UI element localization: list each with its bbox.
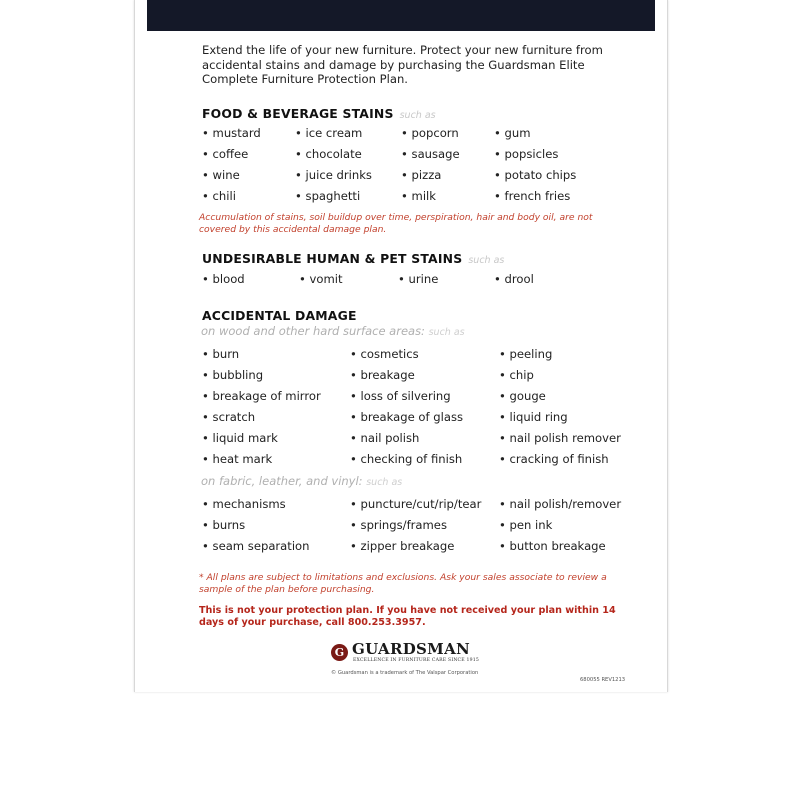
- disclaimer: * All plans are subject to limitations and exclusions. Ask your sales associate to review a sample of the plan before purchasing.: [199, 572, 607, 595]
- human-item: • drool: [494, 272, 534, 286]
- fabric-item: • mechanisms: [202, 497, 286, 511]
- food-item: • mustard: [202, 126, 261, 140]
- food-item: • potato chips: [494, 168, 577, 182]
- fabric-item: • seam separation: [202, 539, 310, 553]
- food-item: • gum: [494, 126, 531, 140]
- fabric-item: • burns: [202, 518, 246, 532]
- logo-tagline: EXCELLENCE IN FURNITURE CARE SINCE 1915: [353, 658, 479, 663]
- wood-item: • checking of finish: [350, 452, 463, 466]
- top-dark-band: [147, 0, 655, 31]
- wood-item: • breakage of mirror: [202, 389, 321, 403]
- fabric-such-as: such as: [366, 477, 403, 488]
- food-item: • juice drinks: [295, 168, 372, 182]
- food-item: • chili: [202, 189, 236, 203]
- wood-item: • loss of silvering: [350, 389, 451, 403]
- wood-item: • bubbling: [202, 368, 264, 382]
- wood-item: • heat mark: [202, 452, 273, 466]
- human-heading-text: UNDESIRABLE HUMAN & PET STAINS: [202, 251, 463, 266]
- damage-heading: ACCIDENTAL DAMAGE: [202, 308, 357, 323]
- fabric-item: • puncture/cut/rip/tear: [350, 497, 482, 511]
- human-item: • vomit: [299, 272, 343, 286]
- wood-item: • burn: [202, 347, 240, 361]
- wood-subheading-text: on wood and other hard surface areas:: [201, 324, 425, 338]
- food-item: • coffee: [202, 147, 249, 161]
- wood-item: • cosmetics: [350, 347, 419, 361]
- food-item: • french fries: [494, 189, 571, 203]
- food-item: • popcorn: [401, 126, 459, 140]
- food-item: • popsicles: [494, 147, 559, 161]
- food-item: • sausage: [401, 147, 460, 161]
- wood-such-as: such as: [428, 327, 465, 338]
- food-heading: [202, 106, 436, 121]
- wood-item: • gouge: [499, 389, 546, 403]
- wood-item: • scratch: [202, 410, 256, 424]
- human-heading: [202, 251, 504, 266]
- wood-item: • cracking of finish: [499, 452, 609, 466]
- warning-notice: This is not your protection plan. If you have not received your plan within 14 days of your purchase, call 800.253.3957.: [199, 605, 616, 628]
- wood-item: • liquid mark: [202, 431, 278, 445]
- wood-item: • breakage: [350, 368, 415, 382]
- intro-paragraph: Extend the life of your new furniture. Protect your new furniture from accidental stains and damage by purchasing the Guardsman Elite Complete Furniture Protection Plan.: [202, 43, 603, 86]
- wood-item: • chip: [499, 368, 534, 382]
- food-item: • pizza: [401, 168, 442, 182]
- food-such-as: such as: [399, 110, 436, 121]
- fabric-subheading: [201, 474, 402, 488]
- guardsman-logo-icon: G: [331, 644, 348, 661]
- fabric-item: • pen ink: [499, 518, 553, 532]
- document-code: 680055 REV1213: [580, 677, 626, 683]
- human-item: • urine: [398, 272, 439, 286]
- fabric-item: • nail polish/remover: [499, 497, 622, 511]
- food-item: • wine: [202, 168, 240, 182]
- food-note: Accumulation of stains, soil buildup over time, perspiration, hair and body oil, are not covered by this accidental damage plan.: [199, 212, 593, 235]
- food-item: • chocolate: [295, 147, 362, 161]
- fabric-item: • button breakage: [499, 539, 606, 553]
- wood-item: • nail polish remover: [499, 431, 621, 445]
- trademark-note: © Guardsman is a trademark of The Valspar Corporation: [331, 670, 479, 676]
- food-heading-text: FOOD & BEVERAGE STAINS: [202, 106, 394, 121]
- fabric-item: • springs/frames: [350, 518, 447, 532]
- wood-item: • breakage of glass: [350, 410, 464, 424]
- food-item: • milk: [401, 189, 436, 203]
- human-such-as: such as: [468, 255, 505, 266]
- wood-subheading: [201, 324, 465, 338]
- guardsman-logo-wordmark: GUARDSMAN: [352, 640, 471, 658]
- fabric-item: • zipper breakage: [350, 539, 455, 553]
- wood-item: • nail polish: [350, 431, 420, 445]
- food-item: • ice cream: [295, 126, 363, 140]
- fabric-subheading-text: on fabric, leather, and vinyl:: [201, 474, 363, 488]
- wood-item: • peeling: [499, 347, 553, 361]
- human-item: • blood: [202, 272, 245, 286]
- food-item: • spaghetti: [295, 189, 361, 203]
- wood-item: • liquid ring: [499, 410, 568, 424]
